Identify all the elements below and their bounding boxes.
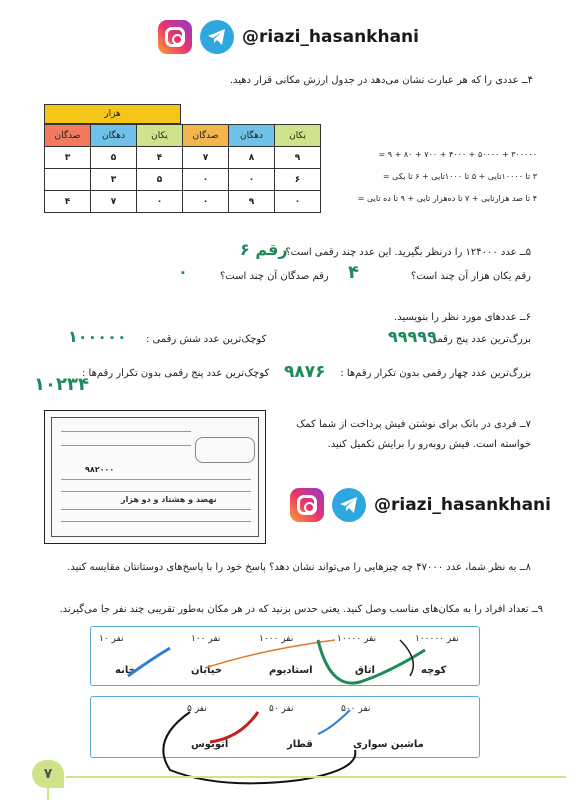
place-label[interactable]: قطار — [287, 739, 313, 750]
table-cell[interactable]: ۵ — [91, 147, 137, 169]
table-cell[interactable]: ۳ — [91, 169, 137, 191]
q7-line1: ۷ــ فردی در بانک برای نوشتن فیش پرداخت از شما کمک — [296, 419, 531, 430]
q4-expr-1: ۳۰۰۰۰۰ + ۵۰۰۰۰ + ۴۰۰۰ + ۷۰۰ + ۸۰ + ۹ = — [378, 150, 537, 159]
place-label[interactable]: اتاق — [355, 665, 375, 676]
col-header: دهگان — [229, 125, 275, 147]
connect-stroke-blue2 — [318, 710, 350, 734]
connect-stroke-green — [318, 640, 425, 683]
q4-expr-2: ۳ تا ۱۰۰۰۰تایی + ۵ تا ۱۰۰۰تایی + ۶ تا یکی = — [382, 172, 537, 181]
place-label[interactable]: کوچه — [421, 665, 447, 676]
count-label: ۱۰۰۰۰ نفر — [337, 634, 377, 644]
count-label: ۵۰۰ نفر — [341, 704, 371, 714]
q5-answer3[interactable]: ۰ — [178, 262, 188, 281]
header-handle[interactable]: @riazi_hasankhani — [242, 27, 419, 47]
table-cell[interactable]: ۰ — [275, 191, 321, 213]
q5-line1: ۵ــ عدد ۱۲۴۰۰۰ را درنظر بگیرید. این عدد چند رقمی است؟ — [285, 247, 531, 258]
q5-line2b: رقم صدگان آن چند است؟ — [220, 271, 329, 282]
place-label[interactable]: اتوبوس — [191, 739, 229, 750]
q6-label4: کوچک‌ترین عدد پنج رقمی بدون تکرار رقم‌ها : — [82, 368, 270, 379]
q5-answer1[interactable]: ۶ رقم — [240, 240, 288, 259]
count-label: ۱۰۰۰ نفر — [259, 634, 294, 644]
place-label[interactable]: خیابان — [191, 665, 223, 676]
q4-prompt: ۴ــ عددی را که هر عبارت نشان می‌دهد در جدول ارزش مکانی قرار دهید. — [229, 75, 533, 86]
count-label: ۵۰ نفر — [269, 704, 294, 714]
footer-tick — [47, 788, 49, 800]
table-cell[interactable]: ۰ — [137, 191, 183, 213]
col-header: صدگان — [45, 125, 91, 147]
q6-answer3[interactable]: ۹۸۷۶ — [284, 362, 326, 382]
table-cell[interactable]: ۰ — [229, 169, 275, 191]
connect-stroke-red — [210, 712, 258, 742]
place-label[interactable]: ماشین سواری — [353, 739, 424, 750]
q8-text: ۸ــ به نظر شما، عدد ۴۷۰۰۰ چه چیزهایی را می‌تواند نشان دهد؟ پاسخ خود را با پاسخ‌های دوستانتان مقایسه کنید. — [67, 562, 531, 573]
q6-answer2[interactable]: ۱۰۰۰۰۰ — [68, 327, 127, 346]
place-label[interactable]: خانه — [115, 665, 136, 676]
mid-handle[interactable]: @riazi_hasankhani — [374, 495, 551, 515]
table-cell[interactable]: ۶ — [275, 169, 321, 191]
slip-words[interactable]: نهصد و هشتاد و دو هزار — [121, 495, 217, 504]
col-header: دهگان — [91, 125, 137, 147]
col-header: صدگان — [183, 125, 229, 147]
count-label: ۱۰۰ نفر — [191, 634, 221, 644]
count-label: ۱۰ نفر — [99, 634, 124, 644]
connect-stroke-black-loop — [163, 712, 355, 783]
q6-answer4[interactable]: ۱۰۲۳۴ — [34, 374, 89, 395]
col-header: یکان — [137, 125, 183, 147]
q7-line2: خواسته است. فیش روبه‌رو را برایش تکمیل کنید. — [327, 439, 531, 450]
q4-expr-3: ۴ تا صد هزارتایی + ۷ تا ده‌هزار تایی + ۹ تا ده تایی = — [357, 194, 537, 203]
table-cell[interactable]: ۵ — [137, 169, 183, 191]
footer-rule — [66, 776, 566, 778]
q9-text: ۹ــ تعداد افراد را به مکان‌های مناسب وصل کنید. یعنی حدس بزنید که در هر مکان به‌طور تقریبی چند نفر جا می‌گیرند. — [59, 604, 543, 615]
q6-answer1[interactable]: ۹۹۹۹۹ — [388, 327, 437, 346]
table-cell[interactable]: ۷ — [183, 147, 229, 169]
connect-stroke-blue — [128, 648, 170, 676]
table-cell[interactable]: ۴ — [45, 191, 91, 213]
slip-number[interactable]: ۹۸۲۰۰۰ — [85, 465, 115, 474]
q6-prompt: ۶ــ عددهای مورد نظر را بنویسید. — [394, 312, 531, 323]
table-cell[interactable]: ۰ — [183, 169, 229, 191]
table-cell[interactable]: ۹ — [229, 191, 275, 213]
table-cell[interactable]: ۴ — [137, 147, 183, 169]
table-cell[interactable]: ۹ — [275, 147, 321, 169]
page-number: ۷ — [32, 760, 64, 788]
q5-answer2[interactable]: ۴ — [348, 262, 359, 283]
table-cell[interactable]: ۸ — [229, 147, 275, 169]
q6-label3: بزرگ‌ترین عدد چهار رقمی بدون تکرار رقم‌ها : — [340, 368, 531, 379]
table-cell[interactable]: ۳ — [45, 147, 91, 169]
thousand-header: هزار — [44, 104, 181, 124]
connect-stroke-orange — [205, 640, 335, 668]
q5-line2a: رقم یکان هزار آن چند است؟ — [410, 271, 531, 282]
col-header: یکان — [275, 125, 321, 147]
q6-label2: کوچک‌ترین عدد شش رقمی : — [146, 334, 267, 345]
q6-label1: بزرگ‌ترین عدد پنج رقمی : — [422, 334, 531, 345]
count-label: ۵ نفر — [187, 704, 207, 714]
place-label[interactable]: استادیوم — [269, 665, 313, 676]
table-cell[interactable]: ۷ — [91, 191, 137, 213]
count-label: ۱۰۰۰۰۰ نفر — [415, 634, 459, 644]
table-cell[interactable]: ۰ — [183, 191, 229, 213]
